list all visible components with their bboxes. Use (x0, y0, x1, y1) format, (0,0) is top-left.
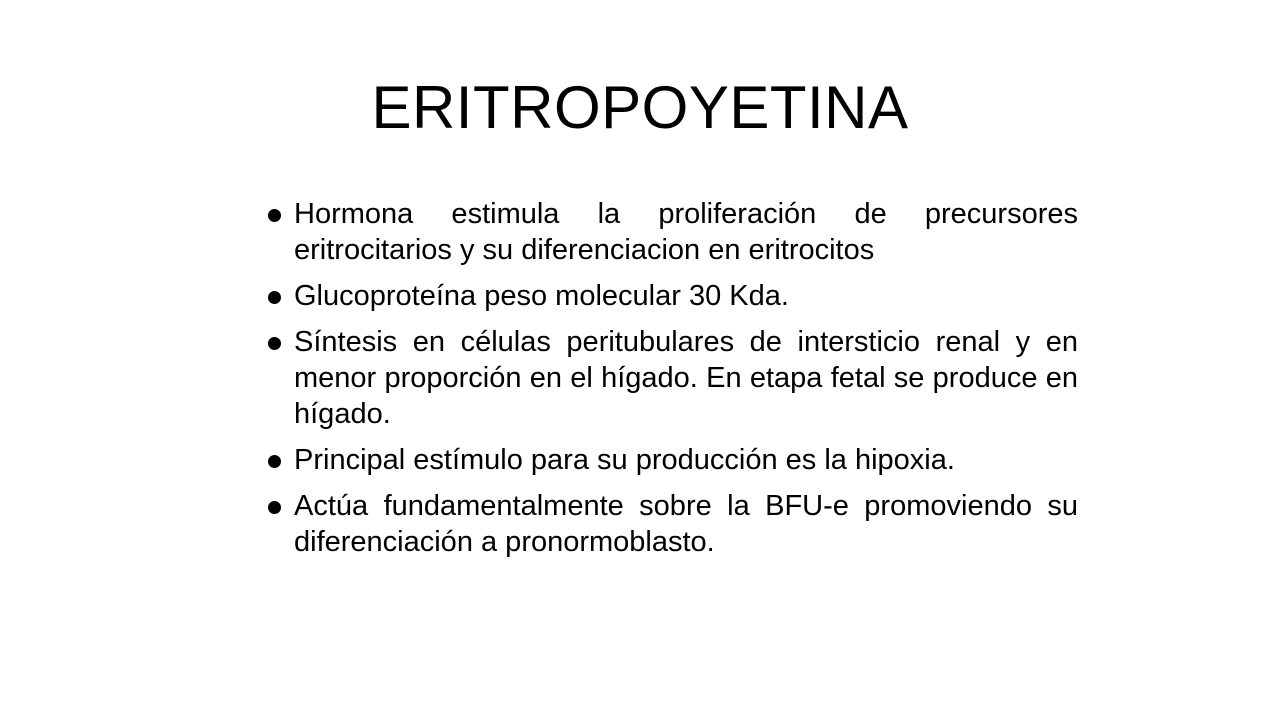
bullet-icon (268, 209, 281, 222)
bullet-text: Síntesis en células peritubulares de intersticio renal y en menor proporción en el hígado. En etapa fetal se produce en hígado. (294, 326, 1078, 430)
list-item (268, 488, 1078, 560)
list-item (268, 442, 1078, 478)
bullet-list (268, 196, 1078, 570)
bullet-icon (268, 291, 281, 304)
bullet-text: Principal estímulo para su producción es la hipoxia. (294, 444, 955, 476)
list-item (268, 324, 1078, 432)
bullet-icon (268, 501, 281, 514)
bullet-icon (268, 455, 281, 468)
bullet-text: Hormona estimula la proliferación de precursores eritrocitarios y su diferenciacion en eritrocitos (294, 198, 1078, 266)
bullet-text: Actúa fundamentalmente sobre la BFU-e promoviendo su diferenciación a pronormoblasto. (294, 490, 1078, 558)
list-item (268, 278, 1078, 314)
bullet-icon (268, 337, 281, 350)
list-item (268, 196, 1078, 268)
slide-title: ERITROPOYETINA (371, 74, 909, 141)
bullet-text: Glucoproteína peso molecular 30 Kda. (294, 280, 789, 312)
